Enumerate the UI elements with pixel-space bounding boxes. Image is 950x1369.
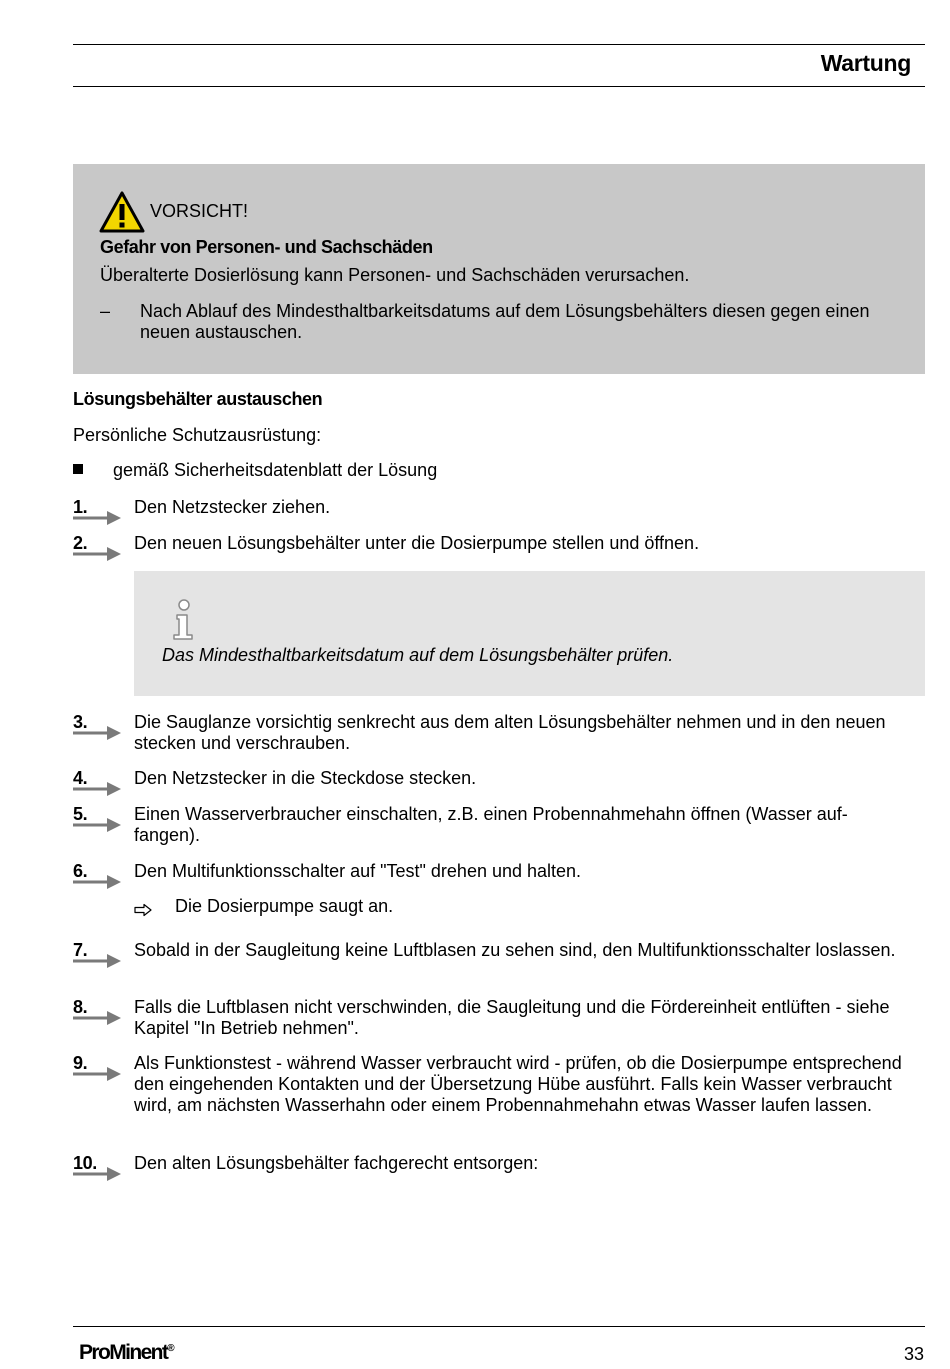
step-number: 5.	[73, 804, 88, 824]
footer-rule	[73, 1326, 925, 1327]
step-text: Einen Wasserverbraucher einschalten, z.B. einen Probennahmehahn öffnen (Wasser auffangen).	[134, 804, 848, 845]
warning-action: Nach Ablauf des Mindesthaltbarkeitsdatums auf dem Lösungsbehälters diesen gegen einen neuen austauschen.	[140, 301, 870, 342]
warning-heading: Gefahr von Personen- und Sachschäden	[100, 237, 433, 257]
step-number: 6.	[73, 861, 88, 881]
step-number: 8.	[73, 997, 88, 1017]
header-rule-bottom	[73, 86, 925, 87]
step-arrow-icon	[73, 1167, 123, 1181]
step-number: 10.	[73, 1153, 97, 1173]
step-arrow-icon	[73, 1067, 123, 1081]
step-arrow-icon	[73, 1011, 123, 1025]
step-text: Den Netzstecker in die Steckdose stecken.	[134, 768, 477, 788]
step-number: 2.	[73, 533, 88, 553]
info-note-text: Das Mindesthaltbarkeitsdatum auf dem Lösungsbehälter prüfen.	[162, 645, 674, 665]
warning-text: Überalterte Dosierlösung kann Personen- und Sachschäden verursachen.	[100, 265, 690, 285]
step-number: 1.	[73, 497, 88, 517]
logo-pro: Pro	[79, 1341, 110, 1364]
logo-registered: ®	[167, 1343, 175, 1354]
step-text: Den alten Lösungsbehälter fachgerecht entsorgen:	[134, 1153, 539, 1173]
result-arrow-icon	[134, 903, 154, 917]
step-arrow-icon	[73, 511, 123, 525]
ppe-label: Persönliche Schutzausrüstung:	[73, 425, 322, 445]
warning-triangle-icon	[99, 191, 145, 233]
step-number: 3.	[73, 712, 88, 732]
warning-box	[73, 164, 925, 374]
ppe-item: gemäß Sicherheitsdatenblatt der Lösung	[113, 460, 438, 480]
warning-action-dash: –	[100, 301, 111, 321]
step-arrow-icon	[73, 726, 123, 740]
step-arrow-icon	[73, 782, 123, 796]
step-text: Sobald in der Saugleitung keine Luftblasen zu sehen sind, den Multifunktionsschalter loslassen.	[134, 940, 896, 960]
step-6-result: Die Dosierpumpe saugt an.	[175, 896, 394, 916]
step-number: 7.	[73, 940, 88, 960]
step-arrow-icon	[73, 547, 123, 561]
step-text: Als Funktionstest - während Wasser verbraucht wird - prüfen, ob die Dosierpumpe entsprechend den eingehenden Kontakten und der Übersetzung Hübe ausführt. Falls kein Wasser verbraucht wird, am nächsten Wasserhahn oder einem Probennahmehahn etwas Wasser laufen lassen.	[134, 1053, 902, 1115]
step-text: Die Sauglanze vorsichtig senkrecht aus dem alten Lösungsbehälter nehmen und in den neuen stecken und verschrauben.	[134, 712, 886, 753]
page-number: 33	[903, 1344, 924, 1364]
step-arrow-icon	[73, 875, 123, 889]
header-rule-top	[73, 44, 925, 45]
info-note-box	[134, 571, 925, 696]
logo-minent: Minent	[109, 1341, 168, 1364]
step-text: Den Multifunktionsschalter auf "Test" drehen und halten.	[134, 861, 582, 881]
square-bullet-icon	[73, 464, 83, 474]
step-arrow-icon	[73, 954, 123, 968]
warning-signal-word: VORSICHT!	[150, 201, 249, 221]
step-number: 4.	[73, 768, 88, 788]
step-text: Den neuen Lösungsbehälter unter die Dosierpumpe stellen und öffnen.	[134, 533, 700, 553]
procedure-title: Lösungsbehälter austauschen	[73, 389, 323, 409]
section-title: Wartung	[820, 50, 911, 76]
step-number: 9.	[73, 1053, 88, 1073]
prominent-logo	[79, 1341, 175, 1365]
step-text: Falls die Luftblasen nicht verschwinden, die Saugleitung und die Fördereinheit entlüften - siehe Kapitel "In Betrieb nehmen".	[134, 997, 890, 1038]
info-icon	[170, 599, 196, 641]
step-text: Den Netzstecker ziehen.	[134, 497, 331, 517]
step-arrow-icon	[73, 818, 123, 832]
